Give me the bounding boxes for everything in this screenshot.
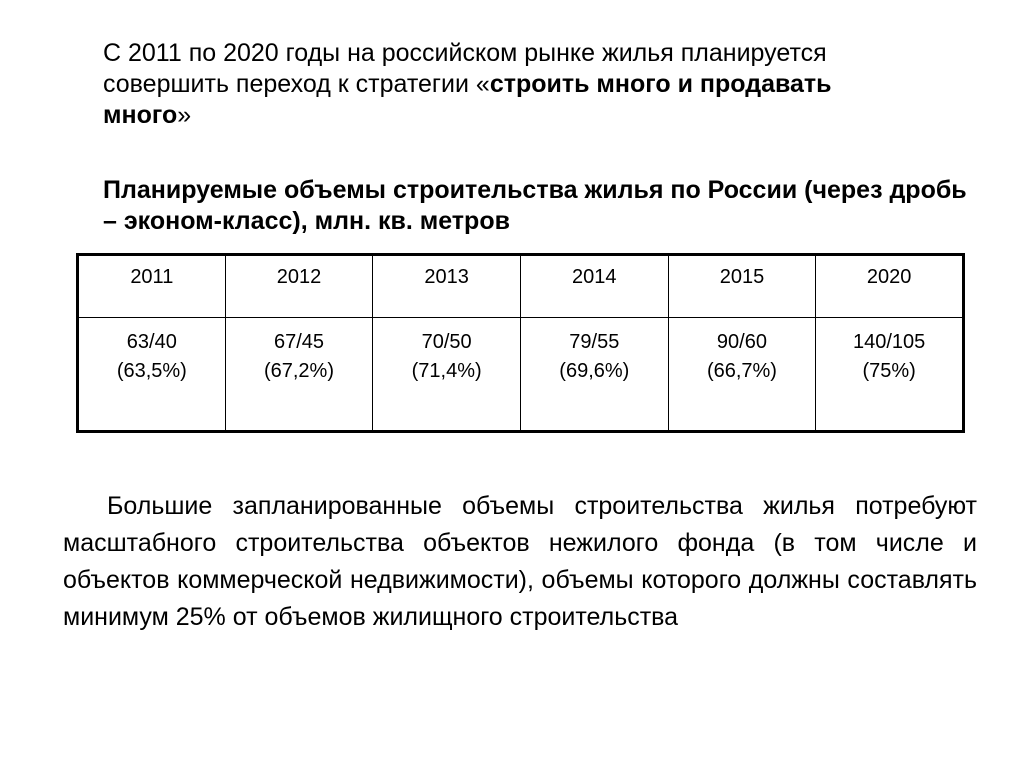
share-value: (67,2%) [263,360,334,382]
year-cell: 2020 [816,255,964,318]
value-cell [520,318,668,432]
volume-value: 63/40 [126,331,177,353]
housing-volume-table [76,253,965,433]
table-header-row [78,255,964,318]
year-cell: 2013 [373,255,521,318]
intro-paragraph [103,38,923,131]
value-cell [373,318,521,432]
conclusion-paragraph: Большие запланированные объемы строительства жилья потребуют масштабного строительства объектов нежилого фонда (в том числе и объектов коммерческой недвижимости), объемы которого должны составлять минимум 25% от объемов жилищного строительства [63,492,977,631]
year-cell: 2015 [668,255,816,318]
value-cell [816,318,964,432]
table-title: Планируемые объемы строительства жилья по России (через дробь – эконом-класс), млн. кв. метров [103,176,967,235]
share-value: (69,6%) [559,360,630,382]
intro-text: С 2011 по 2020 годы на российском рынке жилья планируется совершить переход к стратегии « [103,39,827,98]
volume-value: 79/55 [569,331,620,353]
intro-closing-quote: » [177,101,192,129]
share-value: (71,4%) [411,360,482,382]
share-value: (75%) [862,360,916,382]
year-cell: 2011 [78,255,226,318]
volume-value: 140/105 [852,331,926,353]
share-value: (66,7%) [706,360,777,382]
year-cell: 2014 [520,255,668,318]
share-value: (63,5%) [116,360,187,382]
value-cell [78,318,226,432]
table-value-row [78,318,964,432]
volume-value: 70/50 [421,331,472,353]
volume-value: 90/60 [716,331,767,353]
year-cell: 2012 [225,255,373,318]
value-cell [225,318,373,432]
intro-emphasis: строить много и продавать много [103,70,832,129]
value-cell [668,318,816,432]
volume-value: 67/45 [273,331,325,353]
